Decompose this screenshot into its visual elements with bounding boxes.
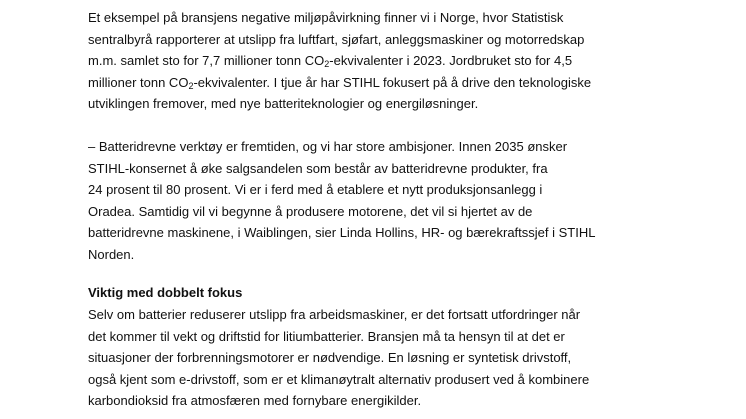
text-line: Selv om batterier reduserer utslipp fra arbeidsmaskiner, er det fortsatt utfordringer når: [88, 307, 581, 322]
text-line: karbondioksid fra atmosfæren med fornybare energikilder.: [88, 393, 422, 409]
subscript: 2: [324, 59, 330, 70]
text-line: situasjoner der forbrenningsmotorer er nødvendige. En løsning er syntetisk drivstoff,: [88, 350, 572, 366]
text-segment: -ekvivalenter i 2023. Jordbruket sto for 4,5: [329, 53, 573, 69]
subscript: 2: [188, 80, 194, 91]
text-line: det kommer til vekt og driftstid for litiumbatterier. Bransjen må ta hensyn til at det er: [88, 328, 565, 344]
text-line: STIHL-konsernet å øke salgsandelen som består av batteridrevne produkter, fra: [88, 160, 548, 176]
text-line: Et eksempel på bransjens negative miljøpåvirkning finner vi i Norge, hvor Statistisk: [88, 10, 564, 25]
text-line: sentralbyrå rapporterer at utslipp fra luftfart, sjøfart, anleggsmaskiner og motorredskap: [88, 31, 585, 47]
section-heading: Viktig med dobbelt fokus: [88, 285, 243, 300]
paragraph-quote: [88, 136, 668, 266]
text-line: [88, 50, 668, 72]
paragraph-emissions: [88, 7, 668, 115]
text-line: 24 prosent til 80 prosent. Vi er i ferd med å etablere et nytt produksjonsanlegg i: [88, 182, 543, 198]
text-line: Norden.: [88, 246, 135, 262]
text-line: også kjent som e-drivstoff, som er et klimanøytralt alternativ produsert ved å kombinere: [88, 371, 590, 387]
text-line: utviklingen fremover, med nye batteriteknologier og energiløsninger.: [88, 96, 479, 112]
text-segment: m.m. samlet sto for 7,7 millioner tonn CO: [88, 53, 325, 69]
text-line: [88, 72, 668, 94]
text-segment: millioner tonn CO: [88, 74, 189, 90]
paragraph-dual-focus: [88, 304, 668, 412]
text-line: – Batteridrevne verktøy er fremtiden, og vi har store ambisjoner. Innen 2035 ønsker: [88, 139, 568, 154]
text-line: batteridrevne maskinene, i Waiblingen, sier Linda Hollins, HR- og bærekraftssjef i STIHL: [88, 225, 596, 241]
text-segment: -ekvivalenter. I tjue år har STIHL fokusert på å drive den teknologiske: [193, 74, 592, 90]
text-line: Oradea. Samtidig vil vi begynne å produsere motorene, det vil si hjertet av de: [88, 203, 533, 219]
